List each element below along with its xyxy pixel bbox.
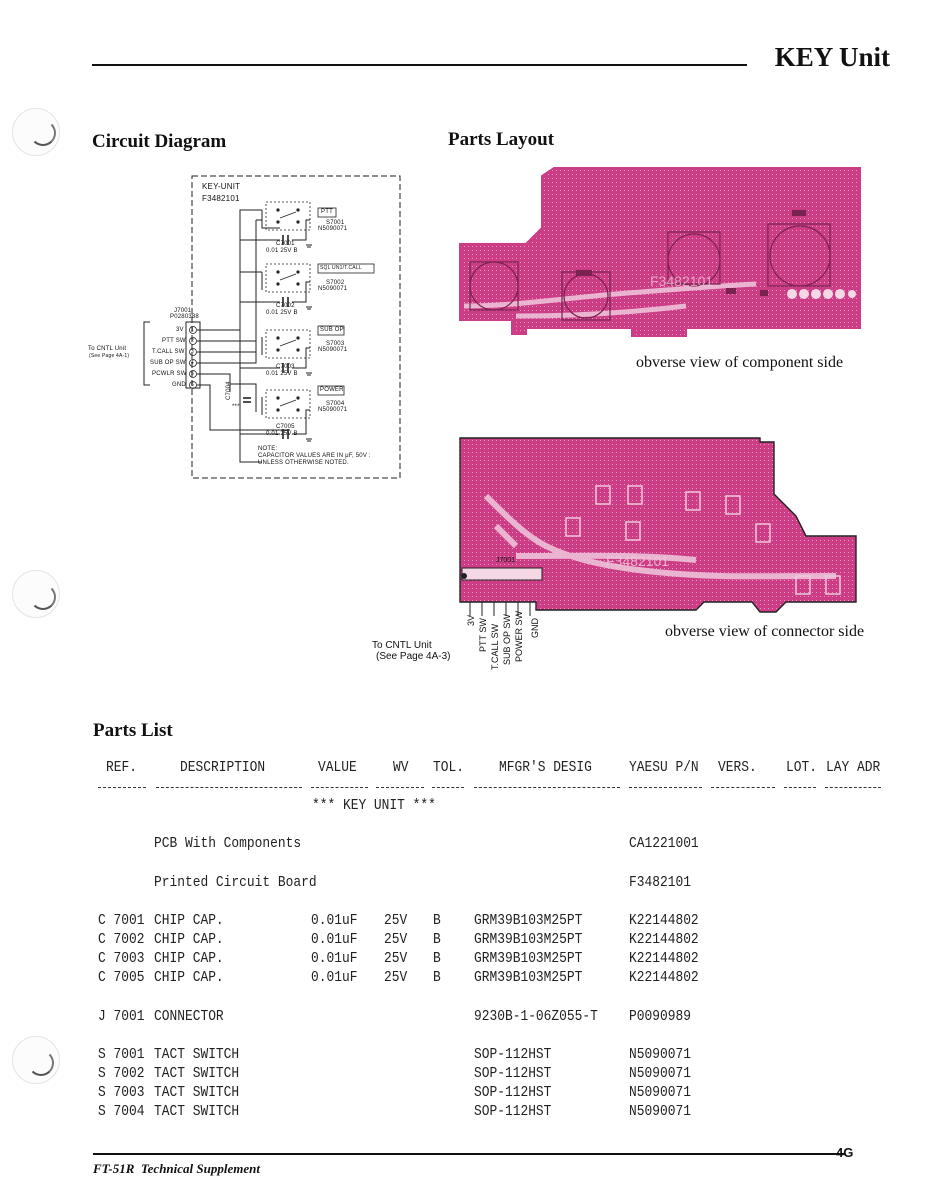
punch-hole-mark <box>30 584 56 610</box>
circuit-note: UNLESS OTHERWISE NOTED. <box>258 460 349 466</box>
cap-value: 0.01 25V B <box>266 431 298 437</box>
pin-label: PTT SW <box>162 338 186 344</box>
part-wv: 25V <box>384 969 408 986</box>
circuit-box-title: KEY-UNIT <box>202 182 241 191</box>
part-ref: S 7002 <box>98 1065 145 1082</box>
part-tol: B <box>433 931 441 948</box>
column-mfgr: MFGR'S DESIG <box>499 759 592 776</box>
circuit-box-pn: F3482101 <box>202 194 240 203</box>
column-value: VALUE <box>318 759 357 776</box>
part-wv: 25V <box>384 950 408 967</box>
to-cntl-label: To CNTL Unit <box>88 346 127 352</box>
pcb-connector-side <box>456 436 866 616</box>
part-mfgr: 9230B-1-06Z055-T <box>474 1008 598 1025</box>
cap-ref: C7005 <box>276 424 295 430</box>
part-value: 0.01uF <box>311 969 358 986</box>
part-mfgr: GRM39B103M25PT <box>474 931 583 948</box>
switch-pn: N5090071 <box>318 286 348 292</box>
pin-number: 6 <box>191 382 194 388</box>
cap-ref: C7001 <box>276 241 295 247</box>
switch-ref: S7002 <box>326 280 345 286</box>
part-ref: S 7004 <box>98 1103 145 1120</box>
connector-pn: P0280388 <box>170 314 199 320</box>
part-mfgr: SOP-112HST <box>474 1103 552 1120</box>
part-desc: CHIP CAP. <box>154 950 224 967</box>
assembly-desc: Printed Circuit Board <box>154 874 317 891</box>
pin-label: GND <box>172 382 186 388</box>
assembly-pn: F3482101 <box>629 874 691 891</box>
switch-label: SQL UN1/T.CALL <box>320 265 362 271</box>
switch-pn: N5090071 <box>318 347 348 353</box>
part-tol: B <box>433 912 441 929</box>
footer-rule <box>93 1153 845 1155</box>
column-tol: TOL. <box>433 759 464 776</box>
pin-label: T.CALL SW <box>152 349 185 355</box>
column-description: DESCRIPTION <box>180 759 266 776</box>
column-rule <box>98 787 146 788</box>
punch-hole-mark <box>30 120 56 146</box>
to-cntl-label-layout: To CNTL Unit <box>372 640 432 651</box>
circuit-note: NOTE: <box>258 446 278 452</box>
part-wv: 25V <box>384 912 408 929</box>
part-pn: N5090071 <box>629 1046 691 1063</box>
part-value: 0.01uF <box>311 931 358 948</box>
pin-number: 2 <box>191 338 194 344</box>
pin-label: PCWLR SW <box>152 371 187 377</box>
pin-label-power: POWER SW <box>514 611 524 662</box>
connector-ref: J7001 <box>174 308 192 314</box>
footer-document-title: FT-51R Technical Supplement <box>93 1161 260 1176</box>
column-wv: WV <box>393 759 409 776</box>
punch-hole-mark <box>28 1050 54 1076</box>
part-desc: TACT SWITCH <box>154 1065 240 1082</box>
part-ref: C 7005 <box>98 969 145 986</box>
part-value: 0.01uF <box>311 912 358 929</box>
board-silkscreen-connector: F3482101 <box>606 553 670 569</box>
part-ref: C 7003 <box>98 950 145 967</box>
pin-label-3v: 3V <box>466 614 476 626</box>
part-mfgr: GRM39B103M25PT <box>474 969 583 986</box>
part-ref: S 7003 <box>98 1084 145 1101</box>
part-pn: K22144802 <box>629 969 699 986</box>
assembly-desc: PCB With Components <box>154 835 302 852</box>
part-mfgr: GRM39B103M25PT <box>474 950 583 967</box>
column-lay-adr: LAY ADR <box>826 759 881 776</box>
part-pn: K22144802 <box>629 912 699 929</box>
cap-value: 0.01 25V B <box>266 248 298 254</box>
pin-label: 3V <box>176 327 184 333</box>
circuit-diagram <box>80 172 410 484</box>
column-rule <box>156 787 302 788</box>
parts-list-heading: Parts List <box>93 720 173 741</box>
pin-number: 3 <box>191 349 194 355</box>
switch-ref: S7004 <box>326 401 345 407</box>
cap-ref: C7002 <box>276 303 295 309</box>
to-cntl-ref-layout: (See Page 4A-3) <box>376 651 451 662</box>
part-desc: CHIP CAP. <box>154 912 224 929</box>
cap-c7004-value: *** <box>232 404 240 410</box>
part-mfgr: GRM39B103M25PT <box>474 912 583 929</box>
switch-label: SUB OP <box>320 327 344 333</box>
column-rule <box>825 787 881 788</box>
part-desc: CHIP CAP. <box>154 931 224 948</box>
connector-ref-label: J7001 <box>496 557 516 564</box>
header-rule <box>92 64 747 66</box>
part-pn: N5090071 <box>629 1103 691 1120</box>
switch-pn: N5090071 <box>318 226 348 232</box>
switch-ref: S7003 <box>326 341 345 347</box>
column-lot: LOT. <box>786 759 817 776</box>
part-wv: 25V <box>384 931 408 948</box>
section-title: *** KEY UNIT *** <box>312 797 436 814</box>
board-silkscreen: F3482101 <box>650 273 714 289</box>
column-rule <box>376 787 424 788</box>
part-desc: CHIP CAP. <box>154 969 224 986</box>
pin-number: 5 <box>191 371 194 377</box>
part-desc: TACT SWITCH <box>154 1046 240 1063</box>
part-ref: C 7001 <box>98 912 145 929</box>
column-rule <box>311 787 368 788</box>
part-tol: B <box>433 950 441 967</box>
switch-label: POWER <box>320 387 344 393</box>
switch-ref: S7001 <box>326 220 345 226</box>
part-ref: J 7001 <box>98 1008 145 1025</box>
column-rule <box>784 787 816 788</box>
part-pn: K22144802 <box>629 950 699 967</box>
switch-pn: N5090071 <box>318 407 348 413</box>
pin-label-subop: SUB OP SW <box>502 614 512 665</box>
column-rule <box>711 787 775 788</box>
part-mfgr: SOP-112HST <box>474 1046 552 1063</box>
pin-number: 4 <box>191 360 194 366</box>
assembly-pn: CA1221001 <box>629 835 699 852</box>
pin-label: SUB OP SW <box>150 360 186 366</box>
circuit-note: CAPACITOR VALUES ARE IN μF, 50V : <box>258 453 371 459</box>
part-tol: B <box>433 969 441 986</box>
part-pn: N5090071 <box>629 1084 691 1101</box>
column-rule <box>432 787 464 788</box>
part-value: 0.01uF <box>311 950 358 967</box>
pin-number: 1 <box>191 327 194 333</box>
part-pn: P0090989 <box>629 1008 691 1025</box>
part-ref: C 7002 <box>98 931 145 948</box>
part-mfgr: SOP-112HST <box>474 1084 552 1101</box>
part-ref: S 7001 <box>98 1046 145 1063</box>
pin-label-gnd: GND <box>530 618 540 638</box>
parts-layout-heading: Parts Layout <box>448 129 555 150</box>
column-rule <box>474 787 620 788</box>
part-desc: CONNECTOR <box>154 1008 224 1025</box>
part-pn: K22144802 <box>629 931 699 948</box>
column-rule <box>629 787 702 788</box>
pcb-component-side <box>456 166 866 348</box>
part-mfgr: SOP-112HST <box>474 1065 552 1082</box>
part-desc: TACT SWITCH <box>154 1103 240 1120</box>
circuit-diagram-heading: Circuit Diagram <box>92 131 227 152</box>
column-vers: VERS. <box>718 759 757 776</box>
component-side-caption: obverse view of component side <box>636 354 844 371</box>
column-ref: REF. <box>106 759 137 776</box>
pin-label-ptt: PTT SW <box>478 618 488 652</box>
cap-ref: C7003 <box>276 364 295 370</box>
page-title: KEY Unit <box>774 42 890 72</box>
page-number: 4G <box>836 1145 854 1160</box>
part-pn: N5090071 <box>629 1065 691 1082</box>
column-yaesu-pn: YAESU P/N <box>629 759 699 776</box>
part-desc: TACT SWITCH <box>154 1084 240 1101</box>
cap-value: 0.01 25V B <box>266 310 298 316</box>
connector-side-caption: obverse view of connector side <box>665 623 865 640</box>
cap-value: 0.01 25V B <box>266 371 298 377</box>
cap-c7004-ref: C7004 <box>226 381 232 400</box>
to-cntl-ref: (See Page 4A-1) <box>89 353 130 359</box>
pin-label-tcall: T.CALL SW <box>490 623 500 670</box>
switch-label: PTT <box>321 209 333 215</box>
